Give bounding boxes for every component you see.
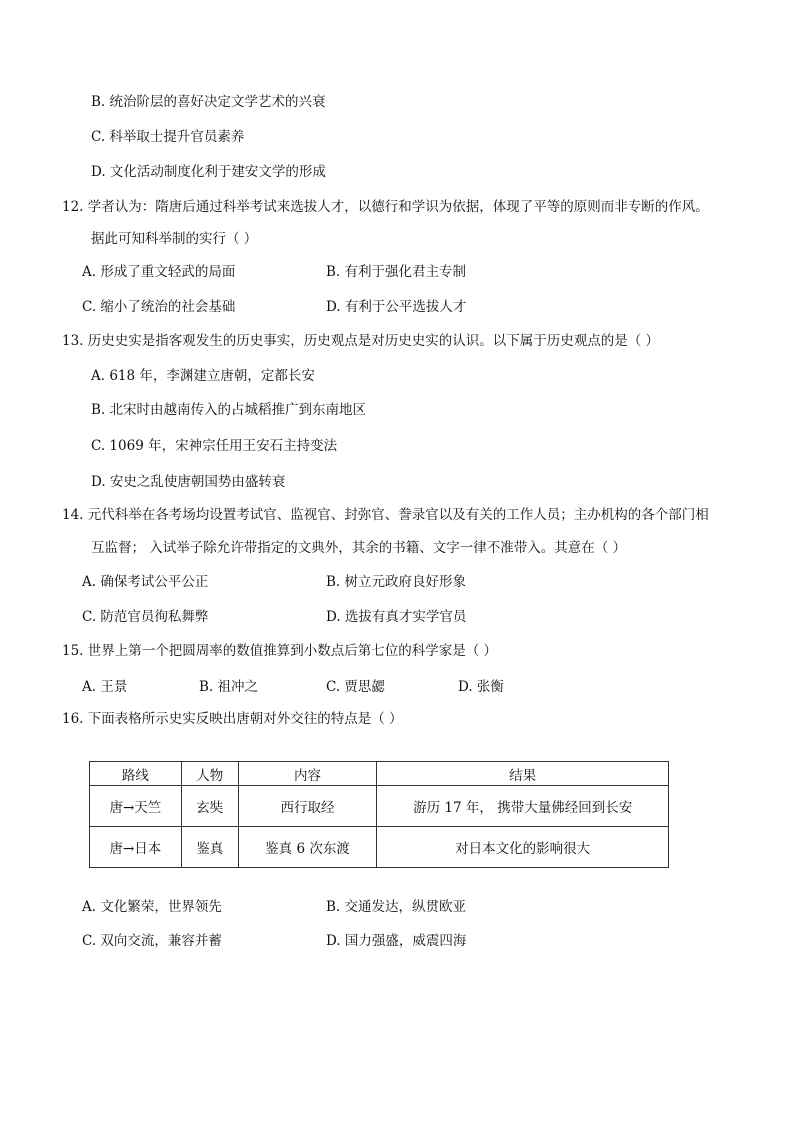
table-cell-person: 鉴真 xyxy=(181,827,238,868)
table-cell-result: 对日本文化的影响很大 xyxy=(377,827,669,868)
q12-option-b: B. 有利于强化君主专制 xyxy=(326,264,467,280)
q13-option-d: D. 安史之乱使唐朝国势由盛转衰 xyxy=(91,474,286,490)
q14-option-d: D. 选拔有真才实学官员 xyxy=(326,609,467,625)
q11-option-b: B. 统治阶层的喜好决定文学艺术的兴衰 xyxy=(91,94,326,110)
q14-option-c: C. 防范官员徇私舞弊 xyxy=(82,609,209,625)
q13-option-a: A. 618 年，李渊建立唐朝，定都长安 xyxy=(91,368,315,384)
table-cell-content: 西行取经 xyxy=(238,786,377,827)
table-cell-route: 唐→日本 xyxy=(90,827,182,868)
q12-stem-line2: 据此可知科举制的实行（ ） xyxy=(91,231,258,247)
q12-stem-line1: 12. 学者认为：隋唐后通过科举考试来选拔人才，以德行和学识为依据，体现了平等的原则而非专断的作风。 xyxy=(62,199,709,215)
q12-option-c: C. 缩小了统治的社会基础 xyxy=(82,299,236,315)
q11-option-c: C. 科举取士提升官员素养 xyxy=(91,129,245,145)
table-row xyxy=(90,827,669,868)
table-header-row xyxy=(90,762,669,786)
q13-stem: 13. 历史史实是指客观发生的历史事实，历史观点是对历史史实的认识。以下属于历史观点的是（ ） xyxy=(62,333,660,349)
q16-option-c: C. 双向交流，兼容并蓄 xyxy=(82,933,222,949)
q15-option-c: C. 贾思勰 xyxy=(326,679,385,695)
q16-option-d: D. 国力强盛，威震四海 xyxy=(326,933,467,949)
q15-option-a: A. 王景 xyxy=(82,679,128,695)
table-header-route: 路线 xyxy=(90,762,182,786)
q14-stem-line1: 14. 元代科举在各考场均设置考试官、监视官、封弥官、誊录官以及有关的工作人员；主办机构的各个部门相 xyxy=(62,507,709,523)
q14-option-a: A. 确保考试公平公正 xyxy=(82,574,209,590)
table-cell-person: 玄奘 xyxy=(181,786,238,827)
q14-option-b: B. 树立元政府良好形象 xyxy=(326,574,467,590)
q15-stem: 15. 世界上第一个把圆周率的数值推算到小数点后第七位的科学家是（ ） xyxy=(62,643,498,659)
q12-option-d: D. 有利于公平选拔人才 xyxy=(326,299,467,315)
q16-option-b: B. 交通发达，纵贯欧亚 xyxy=(326,899,467,915)
q16-option-a: A. 文化繁荣，世界领先 xyxy=(82,899,222,915)
q13-option-b: B. 北宋时由越南传入的占城稻推广到东南地区 xyxy=(91,402,367,418)
table-cell-result: 游历 17 年， 携带大量佛经回到长安 xyxy=(377,786,669,827)
q13-option-c: C. 1069 年，宋神宗任用王安石主持变法 xyxy=(91,438,338,454)
history-table xyxy=(89,761,669,868)
table-header-content: 内容 xyxy=(238,762,377,786)
q12-option-a: A. 形成了重文轻武的局面 xyxy=(82,264,236,280)
table-row xyxy=(90,786,669,827)
q16-stem: 16. 下面表格所示史实反映出唐朝对外交往的特点是（ ） xyxy=(62,711,403,727)
q14-stem-line2: 互监督； 入试举子除允许带指定的文典外，其余的书籍、文字一律不准带入。其意在（ ） xyxy=(91,540,627,556)
table-header-result: 结果 xyxy=(377,762,669,786)
table-cell-content: 鉴真 6 次东渡 xyxy=(238,827,377,868)
q15-option-d: D. 张衡 xyxy=(458,679,504,695)
q11-option-d: D. 文化活动制度化利于建安文学的形成 xyxy=(91,164,326,180)
table-header-person: 人物 xyxy=(181,762,238,786)
q15-option-b: B. 祖冲之 xyxy=(199,679,259,695)
table-cell-route: 唐→天竺 xyxy=(90,786,182,827)
